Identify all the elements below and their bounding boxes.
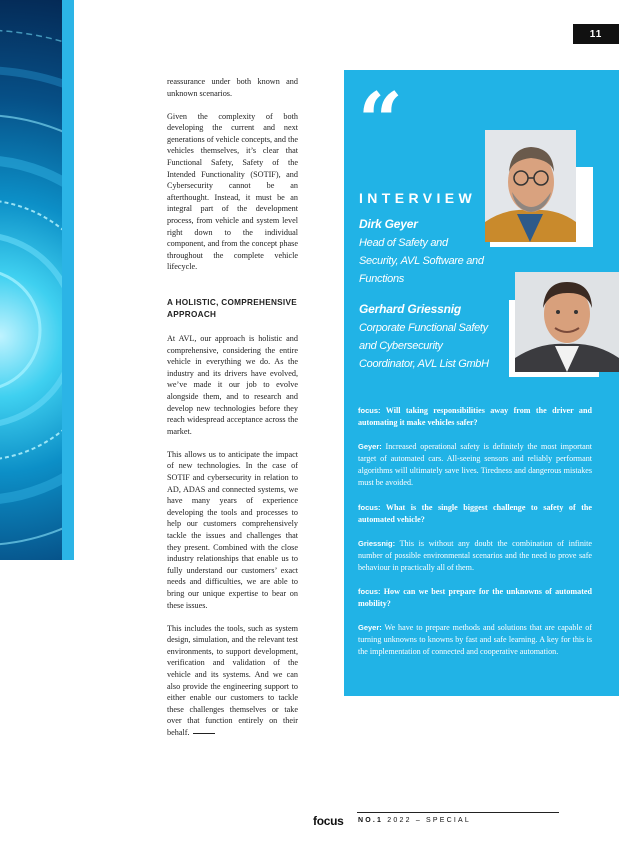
person-name-geyer: Dirk Geyer (359, 217, 418, 231)
qa-answer (358, 622, 592, 658)
page-number: 11 (573, 24, 619, 44)
section-heading: A HOLISTIC, COMPREHENSIVE APPROACH (167, 298, 298, 319)
paragraph: Given the complexity of both developing the current and next generations of vehicle concepts, and the vehicles themselves, it’s clear that Functional Safety, Safety of the Intended Functionality (SOTIF), and Cybersecurity cannot be an afterthought. Instead, it must be an integral part of the development process, from vehicle and system level right down to the individual component, and from the concept phase throughout the complete vehicle lifecycle. (167, 111, 298, 272)
qa-speaker: focus: (358, 406, 381, 415)
footer-issue (358, 817, 471, 824)
portrait-geyer (485, 130, 576, 242)
qa-answer (358, 538, 592, 574)
footer-logo: focus (313, 814, 344, 828)
interview-qa (358, 405, 592, 671)
qa-speaker: focus: (358, 502, 381, 512)
qa-question (358, 586, 592, 610)
qa-question (358, 405, 592, 429)
portrait-geyer-illustration (485, 130, 576, 242)
portrait-griessnig (515, 272, 619, 372)
qa-speaker: Geyer: (358, 623, 382, 633)
paragraph-text: This includes the tools, such as system design, simulation, and the relevant test environments, to support development, verification and validation of the vehicle and its systems. And we can also provide the engineering support to either enable our customers to tackle these challenges themselves or take over that function entirely on their behalf. (167, 623, 298, 737)
issue-label: 2022 – SPECIAL (387, 817, 472, 824)
paragraph: At AVL, our approach is holistic and comprehensive, considering the entire vehicle in everything we do. As the industry and its drivers have evolved, we’ve made it our job to evolve alongside them, and to research and develop new technologies before they reach widespread acceptance across the market. (167, 334, 298, 436)
qa-text: How can we best prepare for the unknowns of automated mobility? (358, 587, 592, 609)
qa-text: Will taking responsibilities away from the driver and automating it make vehicles safer? (358, 406, 592, 428)
artwork-rings (0, 0, 62, 560)
paragraph: reassurance under both known and unknown scenarios. (167, 77, 298, 98)
portrait-griessnig-illustration (515, 272, 619, 372)
footer-rule (357, 812, 559, 813)
qa-text: This is without any doubt the combination of infinite number of possible environmental scenarios and the need to prove safe behaviour in practically all of them. (358, 538, 592, 572)
qa-speaker: Griessnig: (358, 538, 396, 548)
paragraph: This allows us to anticipate the impact of new technologies. In the case of SOTIF and cybersecurity in relation to AD, ADAS and connected systems, we have many years of experience developing the tools and processes to help our customers comprehensively tackle the issues and challenges that they present. Combined with the close industry relationships that enable us to fully understand our customers’ exact needs and difficulties, we are able to bring our unique expertise to bear on these issues. (167, 449, 298, 610)
person-name-griessnig: Gerhard Griessnig (359, 302, 461, 316)
quote-mark-icon: “ (358, 76, 403, 167)
person-role-griessnig: Corporate Functional Safety and Cybersecurity Coordinator, AVL List GmbH (359, 322, 489, 370)
person-role-geyer: Head of Safety and Security, AVL Software and Functions (359, 237, 484, 285)
qa-question (358, 502, 592, 526)
issue-number: NO.1 (358, 817, 384, 824)
interview-label: INTERVIEW (359, 190, 477, 206)
qa-speaker: Geyer: (358, 442, 382, 452)
paragraph-last (167, 623, 298, 739)
end-mark (193, 733, 215, 734)
qa-text: What is the single biggest challenge to safety of the automated vehicle? (358, 502, 592, 524)
qa-answer (358, 441, 592, 489)
qa-text: We have to prepare methods and solutions that are capable of turning unknowns to knowns by fast and safe learning. A key for this is the implementation of connected and cooperative automation. (358, 623, 592, 657)
cover-artwork (0, 0, 62, 560)
qa-text: Increased operational safety is definitely the most important target of automated cars. All-seeing sensors and reliably performant algorithms will ultimately save lives. Tiredness and dangerous mistakes must be avoided. (358, 442, 592, 488)
article-column (167, 76, 298, 750)
qa-speaker: focus: (358, 587, 381, 597)
artwork-edge-strip (62, 0, 74, 560)
